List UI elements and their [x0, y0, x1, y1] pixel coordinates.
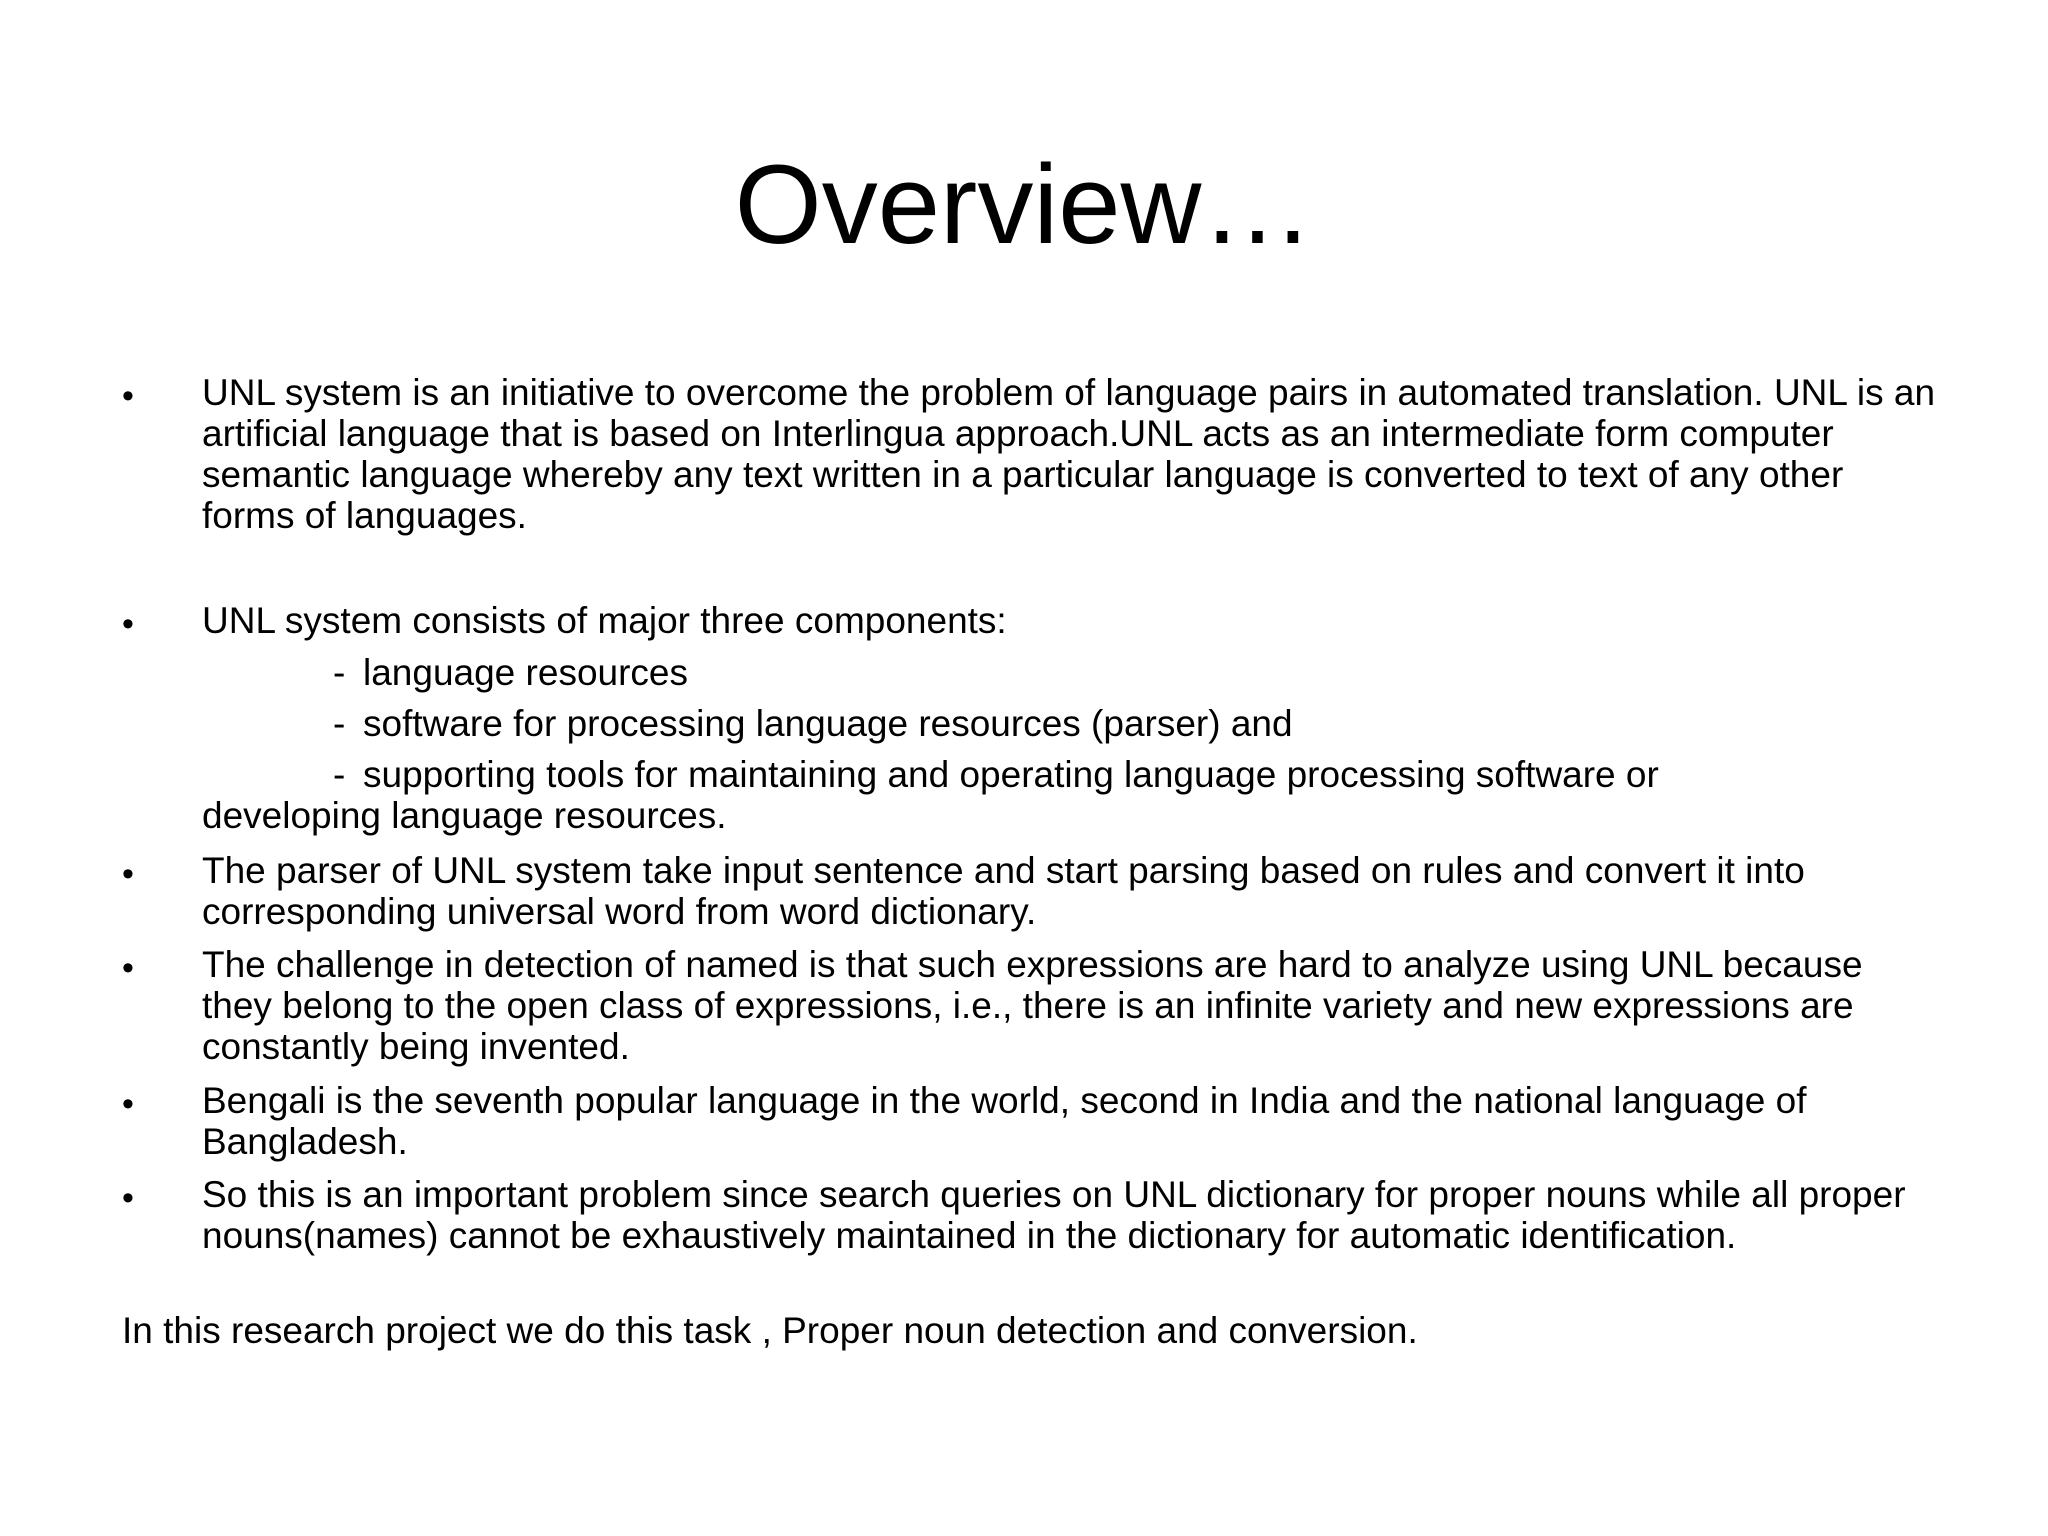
- bullet-text: The parser of UNL system take input sentence and start parsing based on rules and convert it into corresponding universal word from word dictionary.: [202, 850, 1805, 932]
- bullet-text: Bengali is the seventh popular language in the world, second in India and the national language of Bangladesh.: [202, 1080, 1807, 1162]
- sub-item-text: supporting tools for maintaining and operating language processing software or: [363, 754, 1659, 795]
- sub-continuation: developing language resources.: [202, 795, 727, 836]
- sub-item-text: language resources: [363, 652, 688, 693]
- bullet-dot: •: [122, 377, 134, 415]
- sub-item-text: software for processing language resources (parser) and: [363, 703, 1293, 744]
- bullet-dot: •: [122, 949, 134, 987]
- bullet-text: UNL system is an initiative to overcome the problem of language pairs in automated translation. UNL is an artificial language that is based on Interlingua approach.UNL acts as an intermediate form computer semantic language whereby any text written in a particular language is converted to text of any other forms of languages.: [202, 372, 1936, 536]
- sub-item: [333, 652, 688, 693]
- bullet-dot: •: [122, 1085, 134, 1123]
- bullet-dot: •: [122, 1179, 134, 1217]
- bullet-text: UNL system consists of major three components:: [202, 600, 1007, 641]
- bullet-dot: •: [122, 605, 134, 643]
- slide-title: Overview…: [734, 142, 1314, 267]
- sub-dash: -: [333, 754, 346, 795]
- sub-item: [333, 703, 1293, 744]
- sub-dash: -: [333, 652, 346, 693]
- sub-item: [333, 754, 1659, 795]
- closing-text: In this research project we do this task , Proper noun detection and conversion.: [122, 1310, 1418, 1351]
- bullet-text: The challenge in detection of named is that such expressions are hard to analyze using UNL because they belong to the open class of expressions, i.e., there is an infinite variety and new expressions are constantly being invented.: [202, 944, 1863, 1067]
- bullet-dot: •: [122, 855, 134, 893]
- sub-dash: -: [333, 703, 346, 744]
- bullet-text: So this is an important problem since search queries on UNL dictionary for proper nouns while all proper nouns(names) cannot be exhaustively maintained in the dictionary for automatic identification.: [202, 1174, 1906, 1256]
